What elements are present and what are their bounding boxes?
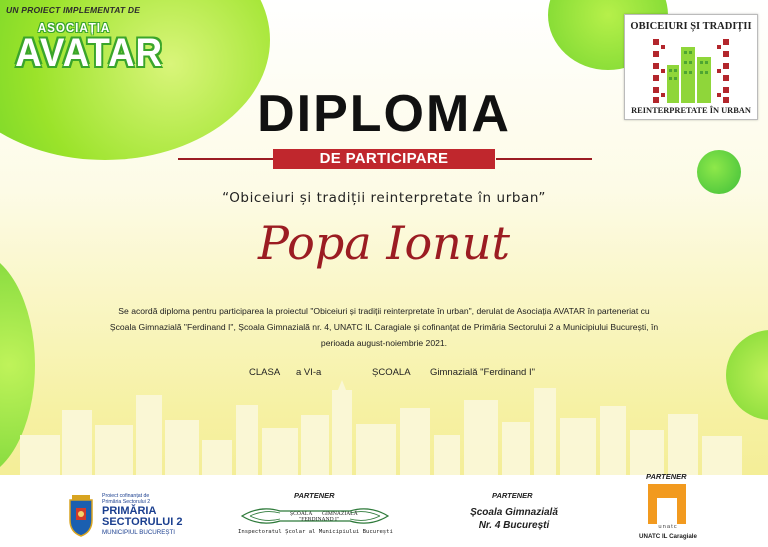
ferdinand-caption: Inspectoratul Școlar al Municipiului București [238, 529, 393, 535]
primaria-name-line1: PRIMĂRIA [102, 505, 157, 517]
scoala-4-name-line2: Nr. 4 București [478, 520, 550, 531]
ferdinand-logo-left-text: ȘCOALA [290, 511, 313, 517]
cofinanced-by-note [102, 493, 150, 505]
unatc-wordmark: unatc [658, 524, 678, 530]
subtitle-rule-right [496, 158, 592, 160]
school-label: ȘCOALA [372, 367, 411, 378]
cofinanced-note-line2: Primăria Sectorului 2 [102, 499, 151, 505]
avatar-logo-main-text: AVATAR [15, 31, 164, 75]
primaria-subtitle: MUNICIPIUL BUCUREȘTI [102, 529, 175, 536]
diploma-title: DIPLOMA [257, 85, 511, 143]
scoala-ferdinand-logo [240, 505, 390, 527]
ferdinand-logo-right-text: GIMNAZIALĂ [322, 511, 358, 517]
project-logo-title: OBICEIURI ȘI TRADIȚII [630, 21, 752, 32]
subtitle-rule-left [178, 158, 274, 160]
right-green-circle [697, 150, 741, 194]
scoala-4-name-line1: Școala Gimnazială [470, 507, 558, 518]
city-skyline-illustration [0, 380, 768, 480]
avatar-logo-top-text: ASOCIAȚIA [37, 20, 111, 35]
recipient-name: Popa Ionut [258, 216, 510, 270]
ferdinand-logo-mid-text: "FERDINAND I" [299, 516, 340, 523]
project-implemented-by-label: UN PROIECT IMPLEMENTAT DE [6, 5, 141, 15]
unatc-logo-icon [648, 484, 686, 524]
partner-label-scoala-4: PARTENER [492, 491, 533, 500]
project-logo-subtitle: REINTERPRETATE ÎN URBAN [631, 106, 751, 115]
unatc-full-name: UNATC IL Caragiale [639, 533, 697, 540]
school-value: Gimnazială "Ferdinand I" [430, 367, 535, 378]
class-label: CLASA [249, 367, 281, 378]
primaria-name-line2: SECTORULUI 2 [102, 516, 183, 528]
diploma-subtitle: DE PARTICIPARE [273, 149, 495, 169]
class-value: a VI-a [296, 367, 322, 378]
partner-label-ferdinand: PARTENER [294, 491, 335, 500]
award-description: Se acordă diploma pentru participarea la proiectul "Obiceiuri și tradiții reinterpretate în urban", derulat de Asociația AVATAR în parteneriat cu Școala Gimnazială "Ferdinand I", Școala Gimnazială nr. 4, UNATC IL Caragiale și cofinanțat de Primăria Sectorului 2 a Municipiului București, în perioada august-noiembrie 2021. [109, 306, 659, 348]
asociatia-avatar-logo [10, 20, 164, 76]
partner-label-unatc: PARTENER [646, 472, 687, 481]
sector-2-crest-icon [66, 494, 96, 538]
project-name: “Obiceiuri și tradiții reinterpretate în urban” [222, 190, 546, 206]
cofinanced-note-line1: Proiect cofinanțat de [102, 493, 150, 499]
